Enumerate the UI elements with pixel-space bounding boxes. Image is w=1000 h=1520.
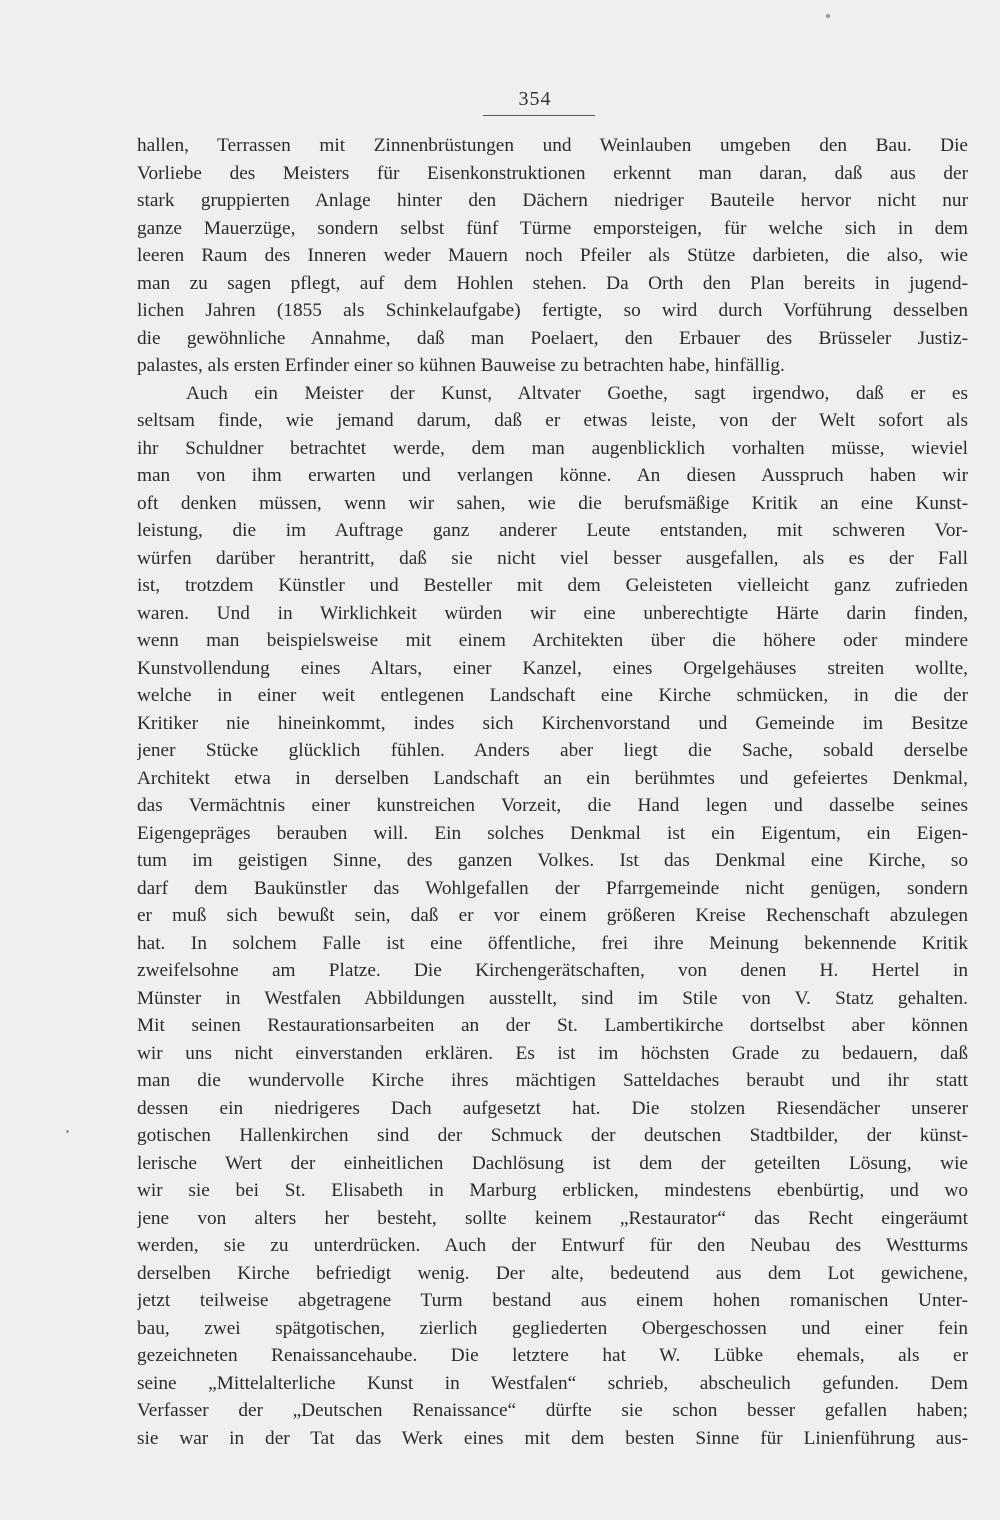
paragraph-first-line: Auch ein Meister der Kunst, Altvater Goethe, sagt irgendwo, daß er es bbox=[186, 382, 968, 404]
text-line: Münster in Westfalen Abbildungen ausstellt, sind im Stile von V. Statz gehalten. bbox=[137, 987, 968, 1009]
paper-speck bbox=[826, 14, 830, 18]
text-line: oft denken müssen, wenn wir sahen, wie die berufsmäßige Kritik an eine Kunst- bbox=[137, 492, 968, 514]
text-line: man die wundervolle Kirche ihres mächtigen Satteldaches beraubt und ihr statt bbox=[137, 1070, 968, 1091]
text-line: derselben Kirche befriedigt wenig. Der alte, bedeutend aus dem Lot gewichene, bbox=[137, 1262, 968, 1284]
text-line: Architekt etwa in derselben Landschaft an ein berühmtes und gefeiertes Denkmal, bbox=[137, 767, 968, 789]
text-line: leistung, die im Auftrage ganz anderer Leute entstanden, mit schweren Vor- bbox=[137, 520, 968, 541]
text-line: seine „Mittelalterliche Kunst in Westfalen“ schrieb, abscheulich gefunden. Dem bbox=[137, 1372, 968, 1394]
text-line: die gewöhnliche Annahme, daß man Poelaert, den Erbauer des Brüsseler Justiz- bbox=[137, 327, 968, 349]
text-line: Kunstvollendung eines Altars, einer Kanzel, eines Orgelgehäuses streiten wollte, bbox=[137, 657, 968, 679]
text-line: gezeichneten Renaissancehaube. Die letztere hat W. Lübke ehemals, als er bbox=[137, 1345, 968, 1366]
text-line: werden, sie zu unterdrücken. Auch der Entwurf für den Neubau des Westturms bbox=[137, 1235, 968, 1256]
text-line: ganze Mauerzüge, sondern selbst fünf Türme emporsteigen, für welche sich in dem bbox=[137, 217, 968, 239]
text-line: welche in einer weit entlegenen Landschaft eine Kirche schmücken, in die der bbox=[137, 685, 968, 706]
text-line: stark gruppierten Anlage hinter den Dächern niedriger Bauteile hervor nicht nur bbox=[137, 190, 968, 211]
text-line: Eigengepräges berauben will. Ein solches Denkmal ist ein Eigentum, ein Eigen- bbox=[137, 822, 968, 844]
text-line: Vorliebe des Meisters für Eisenkonstruktionen erkennt man daran, daß aus der bbox=[137, 162, 968, 184]
page-number-rule bbox=[483, 115, 595, 116]
text-line: leeren Raum des Inneren weder Mauern noch Pfeiler als Stütze darbieten, die also, wie bbox=[137, 245, 968, 266]
text-line: das Vermächtnis einer kunstreichen Vorzeit, die Hand legen und dasselbe seines bbox=[137, 795, 968, 816]
text-line: darf dem Baukünstler das Wohlgefallen der Pfarrgemeinde nicht genügen, sondern bbox=[137, 877, 968, 899]
text-line: würfen darüber herantritt, daß sie nicht viel besser ausgefallen, als es der Fall bbox=[137, 547, 968, 569]
text-line: ihr Schuldner betrachtet werde, dem man augenblicklich vorhalten müsse, wieviel bbox=[137, 437, 968, 459]
text-line: tum im geistigen Sinne, des ganzen Volkes. Ist das Denkmal eine Kirche, so bbox=[137, 850, 968, 871]
page-number: 354 bbox=[518, 88, 552, 110]
text-line: man von ihm erwarten und verlangen könne. An diesen Ausspruch haben wir bbox=[137, 465, 968, 486]
text-line: wenn man beispielsweise mit einem Architekten über die höhere oder mindere bbox=[137, 630, 968, 651]
text-line: jener Stücke glücklich fühlen. Anders aber liegt die Sache, sobald derselbe bbox=[137, 740, 968, 761]
text-line: Mit seinen Restaurationsarbeiten an der St. Lambertikirche dortselbst aber können bbox=[137, 1015, 968, 1036]
text-line: waren. Und in Wirklichkeit würden wir eine unberechtigte Härte darin finden, bbox=[137, 602, 968, 624]
text-line: jene von alters her besteht, sollte keinem „Restaurator“ das Recht eingeräumt bbox=[137, 1207, 968, 1229]
paper-speck bbox=[66, 1130, 69, 1133]
text-line: lichen Jahren (1855 als Schinkelaufgabe) fertigte, so wird durch Vorführung desselben bbox=[137, 300, 968, 321]
text-line: Kritiker nie hineinkommt, indes sich Kirchenvorstand und Gemeinde im Besitze bbox=[137, 712, 968, 734]
text-line: hat. In solchem Falle ist eine öffentliche, frei ihre Meinung bekennende Kritik bbox=[137, 932, 968, 954]
text-line: hallen, Terrassen mit Zinnenbrüstungen und Weinlauben umgeben den Bau. Die bbox=[137, 135, 968, 156]
text-line: bau, zwei spätgotischen, zierlich gegliederten Obergeschossen und einer fein bbox=[137, 1317, 968, 1339]
text-line: gotischen Hallenkirchen sind der Schmuck der deutschen Stadtbilder, der künst- bbox=[137, 1125, 968, 1146]
text-line: wir sie bei St. Elisabeth in Marburg erblicken, mindestens ebenbürtig, und wo bbox=[137, 1180, 968, 1201]
text-line: wir uns nicht einverstanden erklären. Es ist im höchsten Grade zu bedauern, daß bbox=[137, 1042, 968, 1064]
text-line: ist, trotzdem Künstler und Besteller mit dem Geleisteten vielleicht ganz zufrieden bbox=[137, 575, 968, 596]
text-line: dessen ein niedrigeres Dach aufgesetzt hat. Die stolzen Riesendächer unserer bbox=[137, 1097, 968, 1119]
text-line: sie war in der Tat das Werk eines mit dem besten Sinne für Linienführung aus- bbox=[137, 1427, 968, 1449]
text-line: Verfasser der „Deutschen Renaissance“ dürfte sie schon besser gefallen haben; bbox=[137, 1400, 968, 1421]
text-line: zweifelsohne am Platze. Die Kirchengerätschaften, von denen H. Hertel in bbox=[137, 960, 968, 981]
text-line: lerische Wert der einheitlichen Dachlösung ist dem der geteilten Lösung, wie bbox=[137, 1152, 968, 1174]
body-text bbox=[137, 132, 968, 1452]
text-line: seltsam finde, wie jemand darum, daß er etwas leiste, von der Welt sofort als bbox=[137, 410, 968, 431]
text-line: er muß sich bewußt sein, daß er vor einem größeren Kreise Rechenschaft abzulegen bbox=[137, 905, 968, 926]
text-line: man zu sagen pflegt, auf dem Hohlen stehen. Da Orth den Plan bereits in jugend- bbox=[137, 272, 968, 294]
text-line: jetzt teilweise abgetragene Turm bestand aus einem hohen romanischen Unter- bbox=[137, 1290, 968, 1311]
text-line: palastes, als ersten Erfinder einer so kühnen Bauweise zu betrachten habe, hinfällig. bbox=[137, 355, 785, 376]
